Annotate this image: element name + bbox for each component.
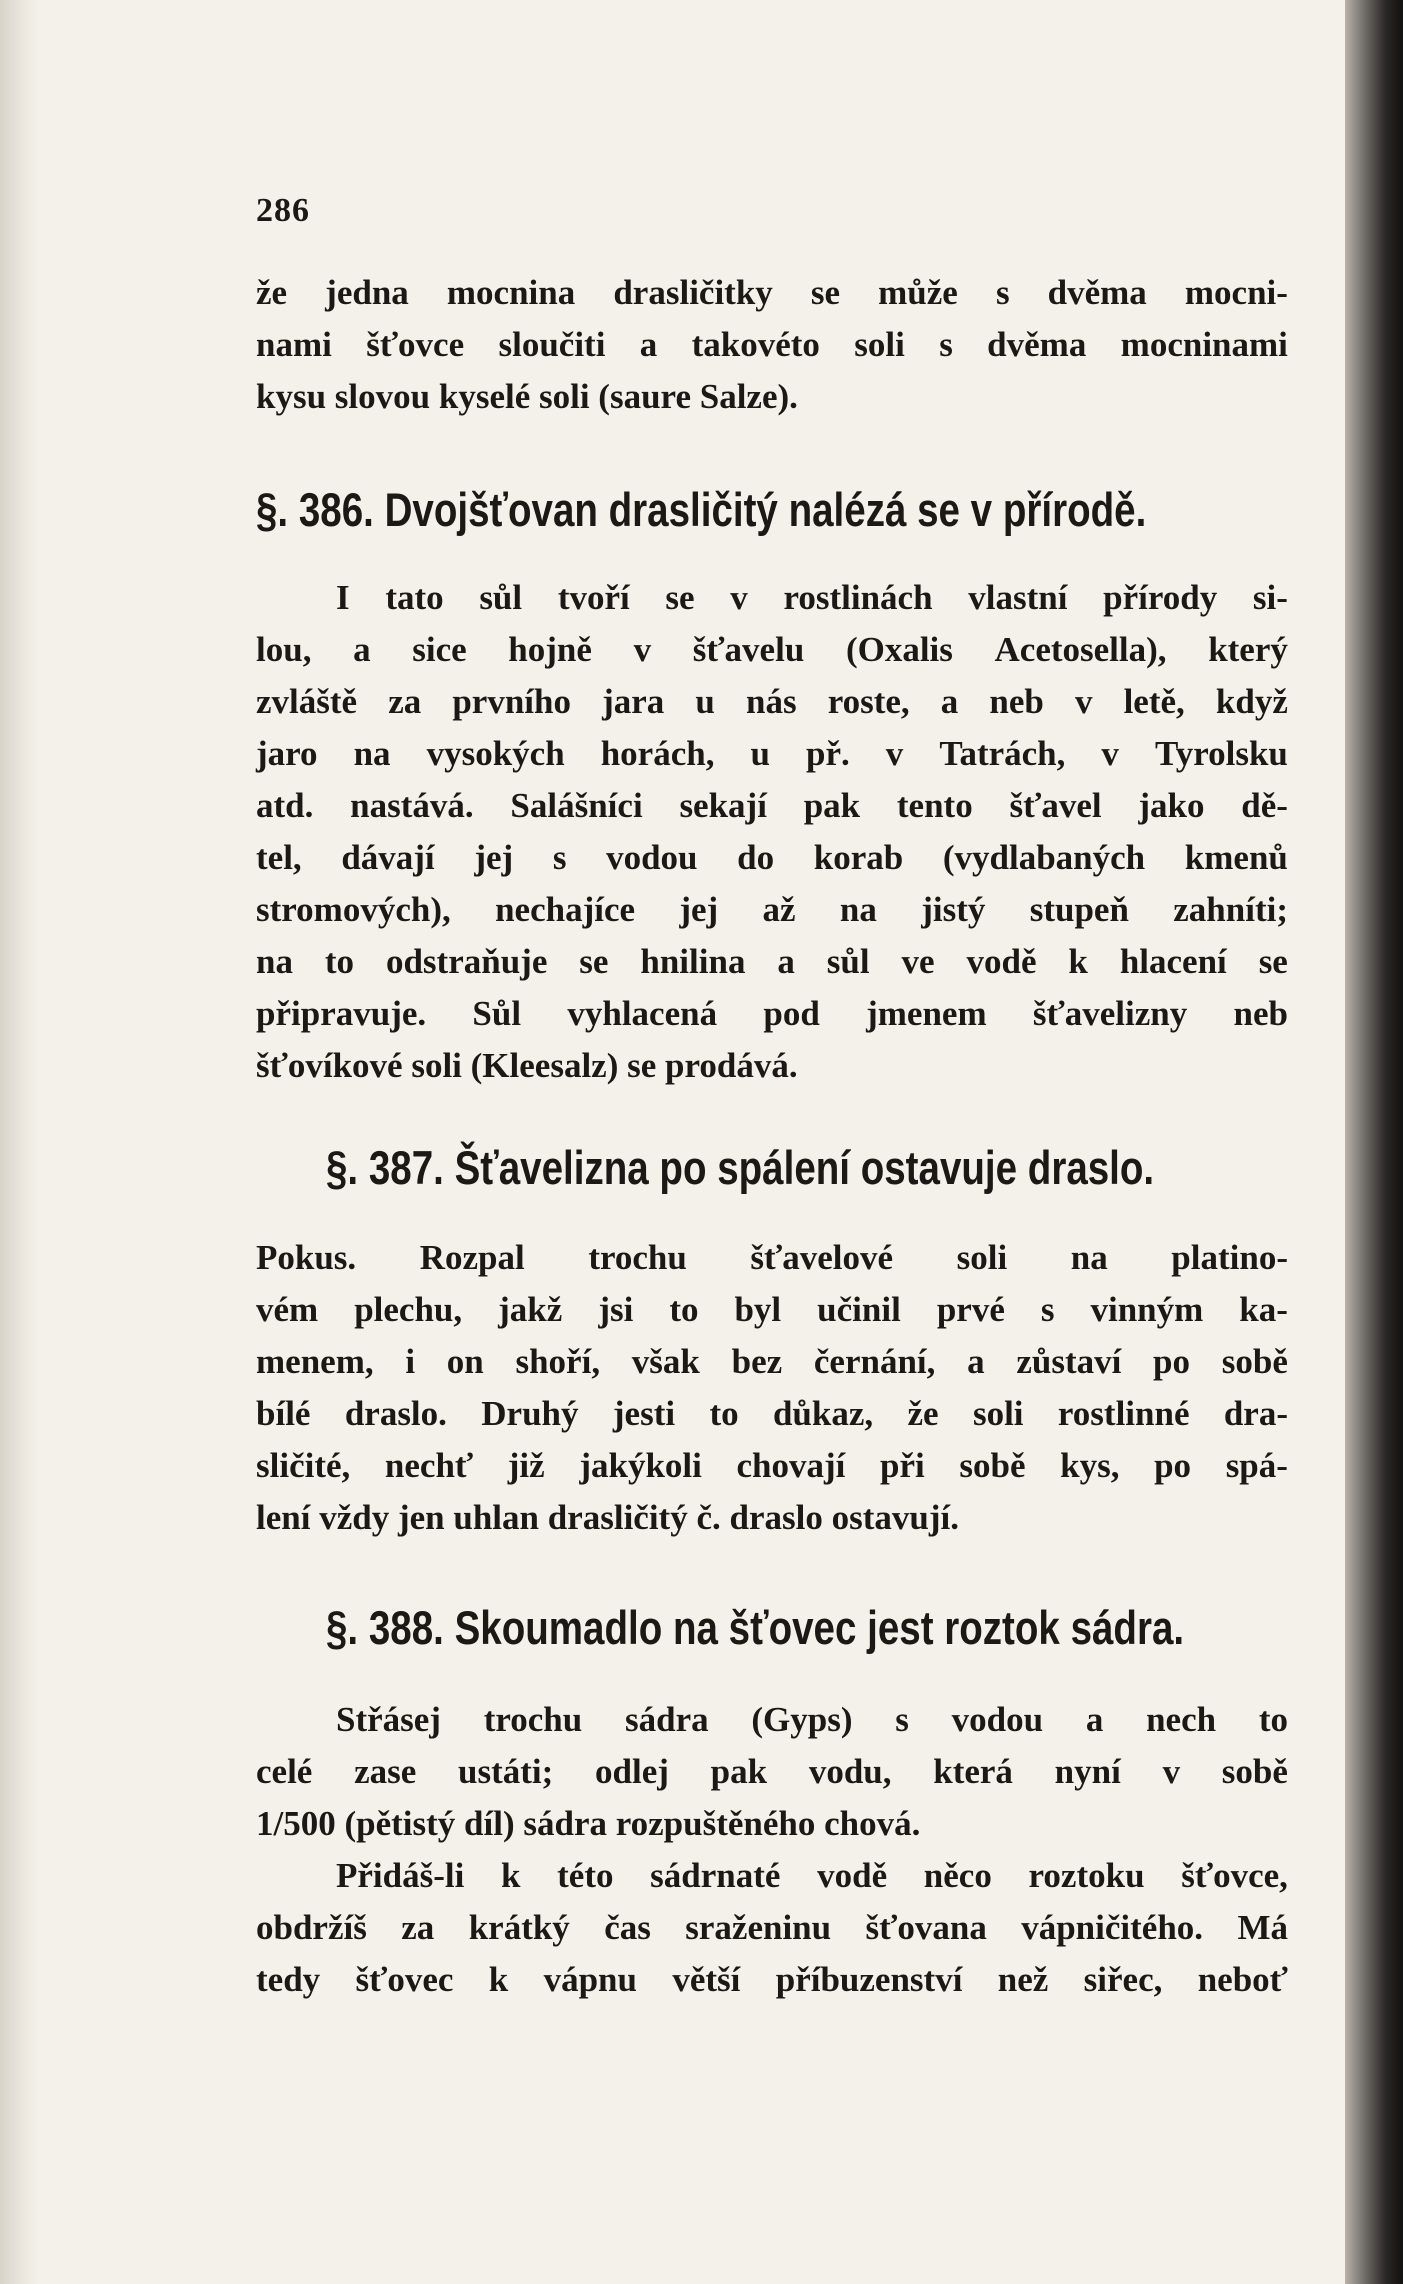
- word: vodě: [966, 942, 1037, 981]
- intro-paragraph: [256, 273, 1288, 429]
- text-line: [256, 578, 1288, 630]
- word: Rozpal: [419, 1238, 525, 1277]
- word: platino-: [1171, 1238, 1288, 1277]
- word: vápničitého.: [1021, 1908, 1204, 1947]
- section-heading-387: §. 387. Šťavelizna po spálení ostavuje draslo.: [326, 1141, 1155, 1194]
- word: neb: [1233, 994, 1288, 1033]
- word: jedna: [325, 273, 409, 312]
- word: po: [1154, 1446, 1192, 1485]
- word: Tyrolsku: [1154, 734, 1288, 773]
- word: sádrnaté: [650, 1856, 781, 1895]
- word: sobě: [1221, 1752, 1288, 1791]
- word: korab: [813, 838, 904, 877]
- word: to: [1258, 1700, 1288, 1739]
- word: již: [507, 1446, 545, 1485]
- word: při: [880, 1446, 925, 1485]
- word: pak: [710, 1752, 768, 1791]
- word: jakýkoli: [579, 1446, 702, 1485]
- word: a: [639, 325, 658, 364]
- word: ka-: [1239, 1290, 1288, 1329]
- page-number: 286: [256, 192, 310, 229]
- word: a: [777, 942, 795, 981]
- word: v: [1162, 1752, 1181, 1791]
- word: když: [1215, 682, 1288, 721]
- word: draslo.: [344, 1394, 447, 1433]
- paragraph-387: [256, 1238, 1288, 1550]
- word: to: [709, 1394, 739, 1433]
- word: na: [839, 890, 877, 929]
- word: Acetosella),: [994, 630, 1167, 669]
- word: jej: [679, 890, 719, 929]
- word: tedy: [256, 1960, 321, 1999]
- word: Salášníci: [510, 786, 643, 825]
- word: sloučiti: [498, 325, 606, 364]
- word: dra-: [1223, 1394, 1288, 1433]
- word: dvěma: [1047, 273, 1147, 312]
- paragraph-388: [256, 1700, 1288, 2012]
- text-line: [256, 1046, 1288, 1098]
- word: nás: [746, 682, 797, 721]
- word: než: [997, 1960, 1049, 1999]
- word: kmenů: [1184, 838, 1288, 877]
- word: vém: [256, 1290, 319, 1329]
- word: šťovce: [366, 325, 465, 364]
- word: jsi: [598, 1290, 634, 1329]
- word: jako: [1138, 786, 1205, 825]
- word: až: [762, 890, 796, 929]
- word: Pokus.: [256, 1238, 357, 1277]
- word: mocnina: [446, 273, 576, 312]
- word: se: [665, 578, 695, 617]
- word: roztoku: [1028, 1856, 1145, 1895]
- text-line: [256, 1752, 1288, 1804]
- word: I: [336, 578, 350, 617]
- word: zase: [354, 1752, 417, 1791]
- word: jej: [474, 838, 514, 877]
- word: s: [939, 325, 953, 364]
- word: a: [940, 682, 959, 721]
- word: drasličitky: [613, 273, 773, 312]
- word: šťovana: [865, 1908, 987, 1947]
- word: vyhlacená: [567, 994, 718, 1033]
- text-line: [256, 1394, 1288, 1446]
- word: si-: [1252, 578, 1288, 617]
- text-line: [256, 1908, 1288, 1960]
- word: může: [878, 273, 958, 312]
- word: pak: [803, 786, 861, 825]
- word: nyní: [1054, 1752, 1121, 1791]
- word: sůl: [479, 578, 523, 617]
- word: po: [1153, 1342, 1191, 1381]
- page-right-shadow: [1345, 0, 1403, 2284]
- word: to: [669, 1290, 699, 1329]
- word: odlej: [595, 1752, 669, 1791]
- word: stupeň: [1029, 890, 1129, 929]
- word: mocninami: [1120, 325, 1288, 364]
- word: pod: [763, 994, 820, 1033]
- word: byl: [734, 1290, 782, 1329]
- word: však: [631, 1342, 700, 1381]
- word: šťavelu: [692, 630, 805, 669]
- word: čas: [604, 1908, 651, 1947]
- word: vodě: [817, 1856, 888, 1895]
- word: v: [1101, 734, 1119, 773]
- word: kys,: [1060, 1446, 1120, 1485]
- word: sobě: [959, 1446, 1026, 1485]
- word: sůl: [826, 942, 870, 981]
- word: u: [695, 682, 715, 721]
- word: krátký: [468, 1908, 570, 1947]
- word: roste,: [827, 682, 910, 721]
- word: on: [446, 1342, 484, 1381]
- word: na: [1070, 1238, 1108, 1277]
- text-line: [256, 1856, 1288, 1908]
- word: sličité,: [256, 1446, 351, 1485]
- word: černání,: [813, 1342, 936, 1381]
- word: př.: [806, 734, 850, 773]
- word: tato: [385, 578, 444, 617]
- text-line: [256, 377, 1288, 429]
- text-line: [256, 786, 1288, 838]
- word: v: [633, 630, 652, 669]
- word: neboť: [1197, 1960, 1288, 1999]
- text-line: [256, 630, 1288, 682]
- word: s: [1040, 1290, 1055, 1329]
- word: se: [579, 942, 609, 981]
- section-heading-386: §. 386. Dvojšťovan drasličitý nalézá se v přírodě.: [256, 483, 1147, 536]
- word: ustáti;: [458, 1752, 554, 1791]
- word: v: [885, 734, 904, 773]
- word: jistý: [921, 890, 986, 929]
- word: odstraňuje: [385, 942, 548, 981]
- text-line: [256, 1960, 1288, 2012]
- word: přírody: [1103, 578, 1218, 617]
- word: horách,: [600, 734, 715, 773]
- section-heading-388: §. 388. Skoumadlo na šťovec jest roztok sádra.: [326, 1601, 1185, 1654]
- text-line: [256, 942, 1288, 994]
- word: se: [1258, 942, 1288, 981]
- word: zvláště: [256, 682, 358, 721]
- word: zahníti;: [1173, 890, 1288, 929]
- word: soli: [972, 1394, 1024, 1433]
- word: mocni-: [1184, 273, 1288, 312]
- word: celé: [256, 1752, 313, 1791]
- word: šťovec: [355, 1960, 454, 1999]
- word: jmenem: [866, 994, 987, 1033]
- word: k: [1068, 942, 1088, 981]
- word: takovéto: [691, 325, 820, 364]
- word: plechu,: [354, 1290, 463, 1329]
- word: obdržíš: [256, 1908, 367, 1947]
- word: a: [967, 1342, 985, 1381]
- word: soli: [956, 1238, 1008, 1277]
- word: soli: [854, 325, 905, 364]
- word: nechajíce: [495, 890, 636, 929]
- word: to: [324, 942, 355, 981]
- word: s: [995, 273, 1010, 312]
- text-line-content: lení vždy jen uhlan drasličitý č. draslo ostavují.: [256, 1498, 959, 1537]
- text-line-content: kysu slovou kyselé soli (saure Salze).: [256, 377, 798, 416]
- word: větší: [672, 1960, 741, 1999]
- word: důkaz,: [772, 1394, 874, 1433]
- word: sraženinu: [685, 1908, 832, 1947]
- word: stromových),: [256, 890, 451, 929]
- word: příbuzenství: [775, 1960, 963, 1999]
- word: nami: [256, 325, 332, 364]
- word: nechť: [384, 1446, 474, 1485]
- word: vinným: [1090, 1290, 1204, 1329]
- word: jesti: [612, 1394, 676, 1433]
- word: chovají: [736, 1446, 846, 1485]
- word: která: [933, 1752, 1013, 1791]
- word: dvěma: [987, 325, 1087, 364]
- word: u: [750, 734, 770, 773]
- word: šťovce,: [1181, 1856, 1288, 1895]
- word: s: [552, 838, 567, 877]
- word: který: [1208, 630, 1288, 669]
- word: (Gyps): [751, 1700, 853, 1739]
- word: shoří,: [515, 1342, 601, 1381]
- word: tento: [896, 786, 973, 825]
- word: nech: [1146, 1700, 1217, 1739]
- word: Přidáš-li: [336, 1856, 465, 1895]
- word: do: [737, 838, 775, 877]
- word: a: [1085, 1700, 1104, 1739]
- word: sice: [412, 630, 467, 669]
- text-line: [256, 1238, 1288, 1290]
- word: spá-: [1225, 1446, 1288, 1485]
- word: na: [353, 734, 391, 773]
- word: bílé: [256, 1394, 311, 1433]
- word: rostlinách: [783, 578, 933, 617]
- word: za: [388, 682, 422, 721]
- word: tel,: [256, 838, 302, 877]
- word: připravuje.: [256, 994, 427, 1033]
- word: se: [810, 273, 841, 312]
- word: za: [401, 1908, 435, 1947]
- text-line: [256, 1700, 1288, 1752]
- text-line: [256, 890, 1288, 942]
- word: sádra: [625, 1700, 709, 1739]
- word: vodu,: [808, 1752, 892, 1791]
- word: hojně: [508, 630, 592, 669]
- word: trochu: [588, 1238, 687, 1277]
- word: ve: [901, 942, 935, 981]
- word: siřec,: [1083, 1960, 1163, 1999]
- word: letě,: [1123, 682, 1185, 721]
- text-line: [256, 1290, 1288, 1342]
- word: šťavelové: [750, 1238, 894, 1277]
- word: že: [907, 1394, 939, 1433]
- word: lou,: [256, 630, 312, 669]
- word: dávají: [341, 838, 435, 877]
- word: neb: [989, 682, 1044, 721]
- word: na: [256, 942, 293, 981]
- text-line: [256, 838, 1288, 890]
- word: šťavel: [1009, 786, 1102, 825]
- word: vodou: [951, 1700, 1044, 1739]
- word: Má: [1237, 1908, 1288, 1947]
- word: vodou: [606, 838, 698, 877]
- word: trochu: [483, 1700, 583, 1739]
- paragraph-386: [256, 578, 1288, 1098]
- word: Střásej: [336, 1700, 441, 1739]
- word: (Oxalis: [845, 630, 953, 669]
- text-line: [256, 325, 1288, 377]
- text-line: [256, 1446, 1288, 1498]
- word: jaro: [256, 734, 318, 773]
- word: k: [488, 1960, 509, 1999]
- word: bez: [731, 1342, 783, 1381]
- word: (vydlabaných: [942, 838, 1146, 877]
- word: nastává.: [350, 786, 474, 825]
- text-line-content: šťovíkové soli (Kleesalz) se prodává.: [256, 1046, 798, 1085]
- word: i: [405, 1342, 416, 1381]
- word: sekají: [679, 786, 767, 825]
- word: vlastní: [968, 578, 1068, 617]
- text-line: [256, 1804, 1288, 1856]
- word: s: [895, 1700, 909, 1739]
- word: Tatrách,: [939, 734, 1066, 773]
- text-line: [256, 682, 1288, 734]
- word: něco: [923, 1856, 992, 1895]
- word: menem,: [256, 1342, 374, 1381]
- word: Sůl: [472, 994, 522, 1033]
- word: dě-: [1241, 786, 1288, 825]
- page-left-margin: [0, 0, 40, 2284]
- word: prvního: [452, 682, 571, 721]
- word: tvoří: [557, 578, 630, 617]
- word: Druhý: [481, 1394, 579, 1433]
- word: vysokých: [426, 734, 565, 773]
- word: atd.: [256, 786, 314, 825]
- word: jakž: [498, 1290, 563, 1329]
- word: hlacení: [1119, 942, 1227, 981]
- word: k: [501, 1856, 521, 1895]
- word: hnilina: [640, 942, 746, 981]
- word: že: [256, 273, 288, 312]
- word: jara: [602, 682, 665, 721]
- word: v: [1074, 682, 1093, 721]
- text-line-content: 1/500 (pětistý díl) sádra rozpuštěného chová.: [256, 1804, 921, 1843]
- word: a: [353, 630, 371, 669]
- text-line: [256, 1342, 1288, 1394]
- word: učinil: [817, 1290, 901, 1329]
- word: sobě: [1221, 1342, 1288, 1381]
- word: této: [557, 1856, 614, 1895]
- text-line: [256, 1498, 1288, 1550]
- word: zůstaví: [1016, 1342, 1122, 1381]
- word: rostlinné: [1057, 1394, 1190, 1433]
- word: v: [730, 578, 748, 617]
- word: prvé: [936, 1290, 1005, 1329]
- text-line: [256, 273, 1288, 325]
- word: vápnu: [543, 1960, 637, 1999]
- text-line: [256, 994, 1288, 1046]
- text-line: [256, 734, 1288, 786]
- word: šťavelizny: [1032, 994, 1188, 1033]
